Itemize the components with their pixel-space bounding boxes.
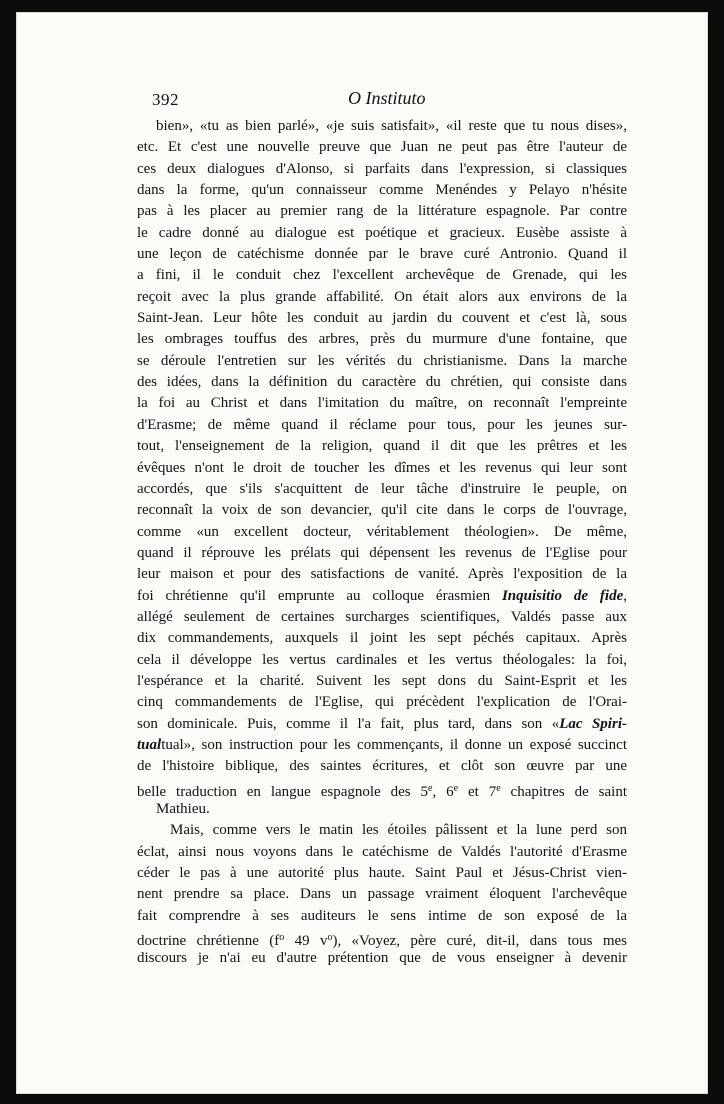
text-line: Mais, comme vers le matin les étoiles pâlissent et la lune perd son (170, 822, 627, 839)
superscript: e (428, 782, 433, 794)
text-line: bien», «tu as bien parlé», «je suis satisfait», «il reste que tu nous dises», (156, 118, 627, 134)
text-line: éclat, ainsi nous voyons dans le catéchisme de Valdés l'autorité d'Erasme (137, 843, 627, 860)
text-line: leur maison et pour des satisfactions de vanité. Après l'exposition de la (137, 566, 627, 583)
superscript: o (279, 932, 285, 944)
text-segment: chapitres de saint (500, 783, 627, 800)
text-line: se déroule l'entretien sur les vérités du christianisme. Dans la marche (137, 352, 627, 369)
italic-title: Inquisitio de fide (501, 587, 624, 604)
text-line (137, 714, 627, 735)
text-segment: , (623, 587, 627, 604)
page-header (152, 86, 452, 114)
text-line: reçoit avec la plus grande affabilité. On était alors aux environs de la (137, 288, 627, 305)
text-segment: tual», son instruction pour les commençants, il donne un exposé succinct (161, 736, 627, 753)
italic-title: tual (137, 736, 162, 753)
text-line: allégé seulement de certaines surcharges scientifiques, Valdés passe aux (137, 608, 627, 625)
text-line (137, 735, 627, 756)
text-line: l'espérance et la charité. Suivent les sept dons du Saint-Esprit et les (137, 672, 627, 689)
text-line: dans la forme, qu'un connaisseur comme Menéndes y Pelayo n'hésite (137, 182, 627, 199)
text-line: reconnaît la voix de son devancier, qu'il cite dans le corps de l'ouvrage, (137, 502, 627, 519)
superscript: o (327, 932, 333, 944)
text-line: fait comprendre à ses auditeurs le sens intime de son exposé de la (137, 907, 627, 924)
text-segment: ), «Voyez, père curé, dit-il, dans tous mes (332, 933, 627, 950)
superscript: e (453, 782, 459, 794)
text-line: évêques n'ont le droit de toucher les dîmes et les revenus qui leur sont (137, 459, 627, 476)
text-line: Saint-Jean. Leur hôte les conduit au jardin du couvent et c'est là, sous (137, 310, 627, 327)
text-line: de l'histoire biblique, des saintes écritures, et clôt son œuvre par une (137, 758, 627, 775)
text-line: d'Erasme; de même quand il réclame pour tous, pour les jeunes sur- (137, 416, 627, 433)
body-text (137, 116, 627, 970)
text-line: etc. Et c'est une nouvelle preuve que Juan ne peut pas être l'auteur de (137, 139, 627, 156)
text-segment: doctrine chrétienne (f (137, 933, 280, 950)
text-line: cinq commandements de l'Eglise, qui précèdent l'explication de l'Orai- (137, 694, 627, 711)
text-segment: 49 v (284, 933, 328, 950)
text-line: dix commandements, auxquels il joint les sept péchés capitaux. Après (137, 630, 627, 647)
text-line: cela il développe les vertus cardinales et les vertus théologales: la foi, (137, 651, 627, 668)
text-line: des idées, dans la définition du caractère du chrétien, qui consiste dans (137, 374, 627, 391)
text-line: comme «un excellent docteur, véritablement théologien». De même, (137, 523, 627, 540)
text-line (137, 927, 627, 948)
text-segment: belle traduction en langue espagnole des 5 (137, 783, 428, 800)
text-line: la foi au Christ et dans l'imitation du maître, on reconnaît l'empreinte (137, 395, 627, 412)
text-line: Mathieu. (156, 801, 210, 817)
text-line: les ombrages touffus des arbres, près du murmure d'une fontaine, que (137, 331, 627, 348)
text-line: nent prendre sa place. Dans un passage vraiment éloquent l'archevêque (137, 886, 627, 903)
text-line: tout, l'enseignement de la religion, quand il dit que les prêtres et les (137, 438, 627, 455)
running-title: O Instituto (348, 88, 426, 108)
text-line: le cadre donné au dialogue est poétique et gracieux. Eusèbe assiste à (137, 224, 627, 241)
text-line: pas à les placer au premier rang de la littérature espagnole. Par contre (137, 203, 627, 220)
text-line: accordés, que s'ils s'acquittent de leur tâche d'instruire le peuple, on (137, 480, 627, 497)
italic-title: Lac Spiri- (559, 715, 627, 732)
page-number: 392 (152, 90, 179, 109)
text-segment: son dominicale. Puis, comme il l'a fait, plus tard, dans son « (137, 715, 560, 732)
text-line: quand il réprouve les prélats qui dépensent les revenus de l'Eglise pour (137, 544, 627, 561)
text-line (137, 778, 627, 799)
text-line: ces deux dialogues d'Alonso, si parfaits dans l'expression, si classiques (137, 160, 627, 177)
text-line: céder le pas à une autorité plus haute. Saint Paul et Jésus-Christ vien- (137, 865, 627, 882)
text-segment: foi chrétienne qu'il emprunte au colloque érasmien (137, 587, 502, 604)
superscript: e (496, 782, 501, 794)
text-line (137, 586, 627, 607)
text-line: discours je n'ai eu d'autre prétention que de vous enseigner à devenir (137, 950, 627, 967)
text-line: une leçon de catéchisme donnée par le brave curé Antronio. Quand il (137, 246, 627, 263)
text-segment: et 7 (458, 783, 497, 800)
text-line: a fini, il le conduit chez l'excellent archevêque de Grenade, qui les (137, 267, 627, 284)
text-segment: , 6 (432, 783, 454, 800)
